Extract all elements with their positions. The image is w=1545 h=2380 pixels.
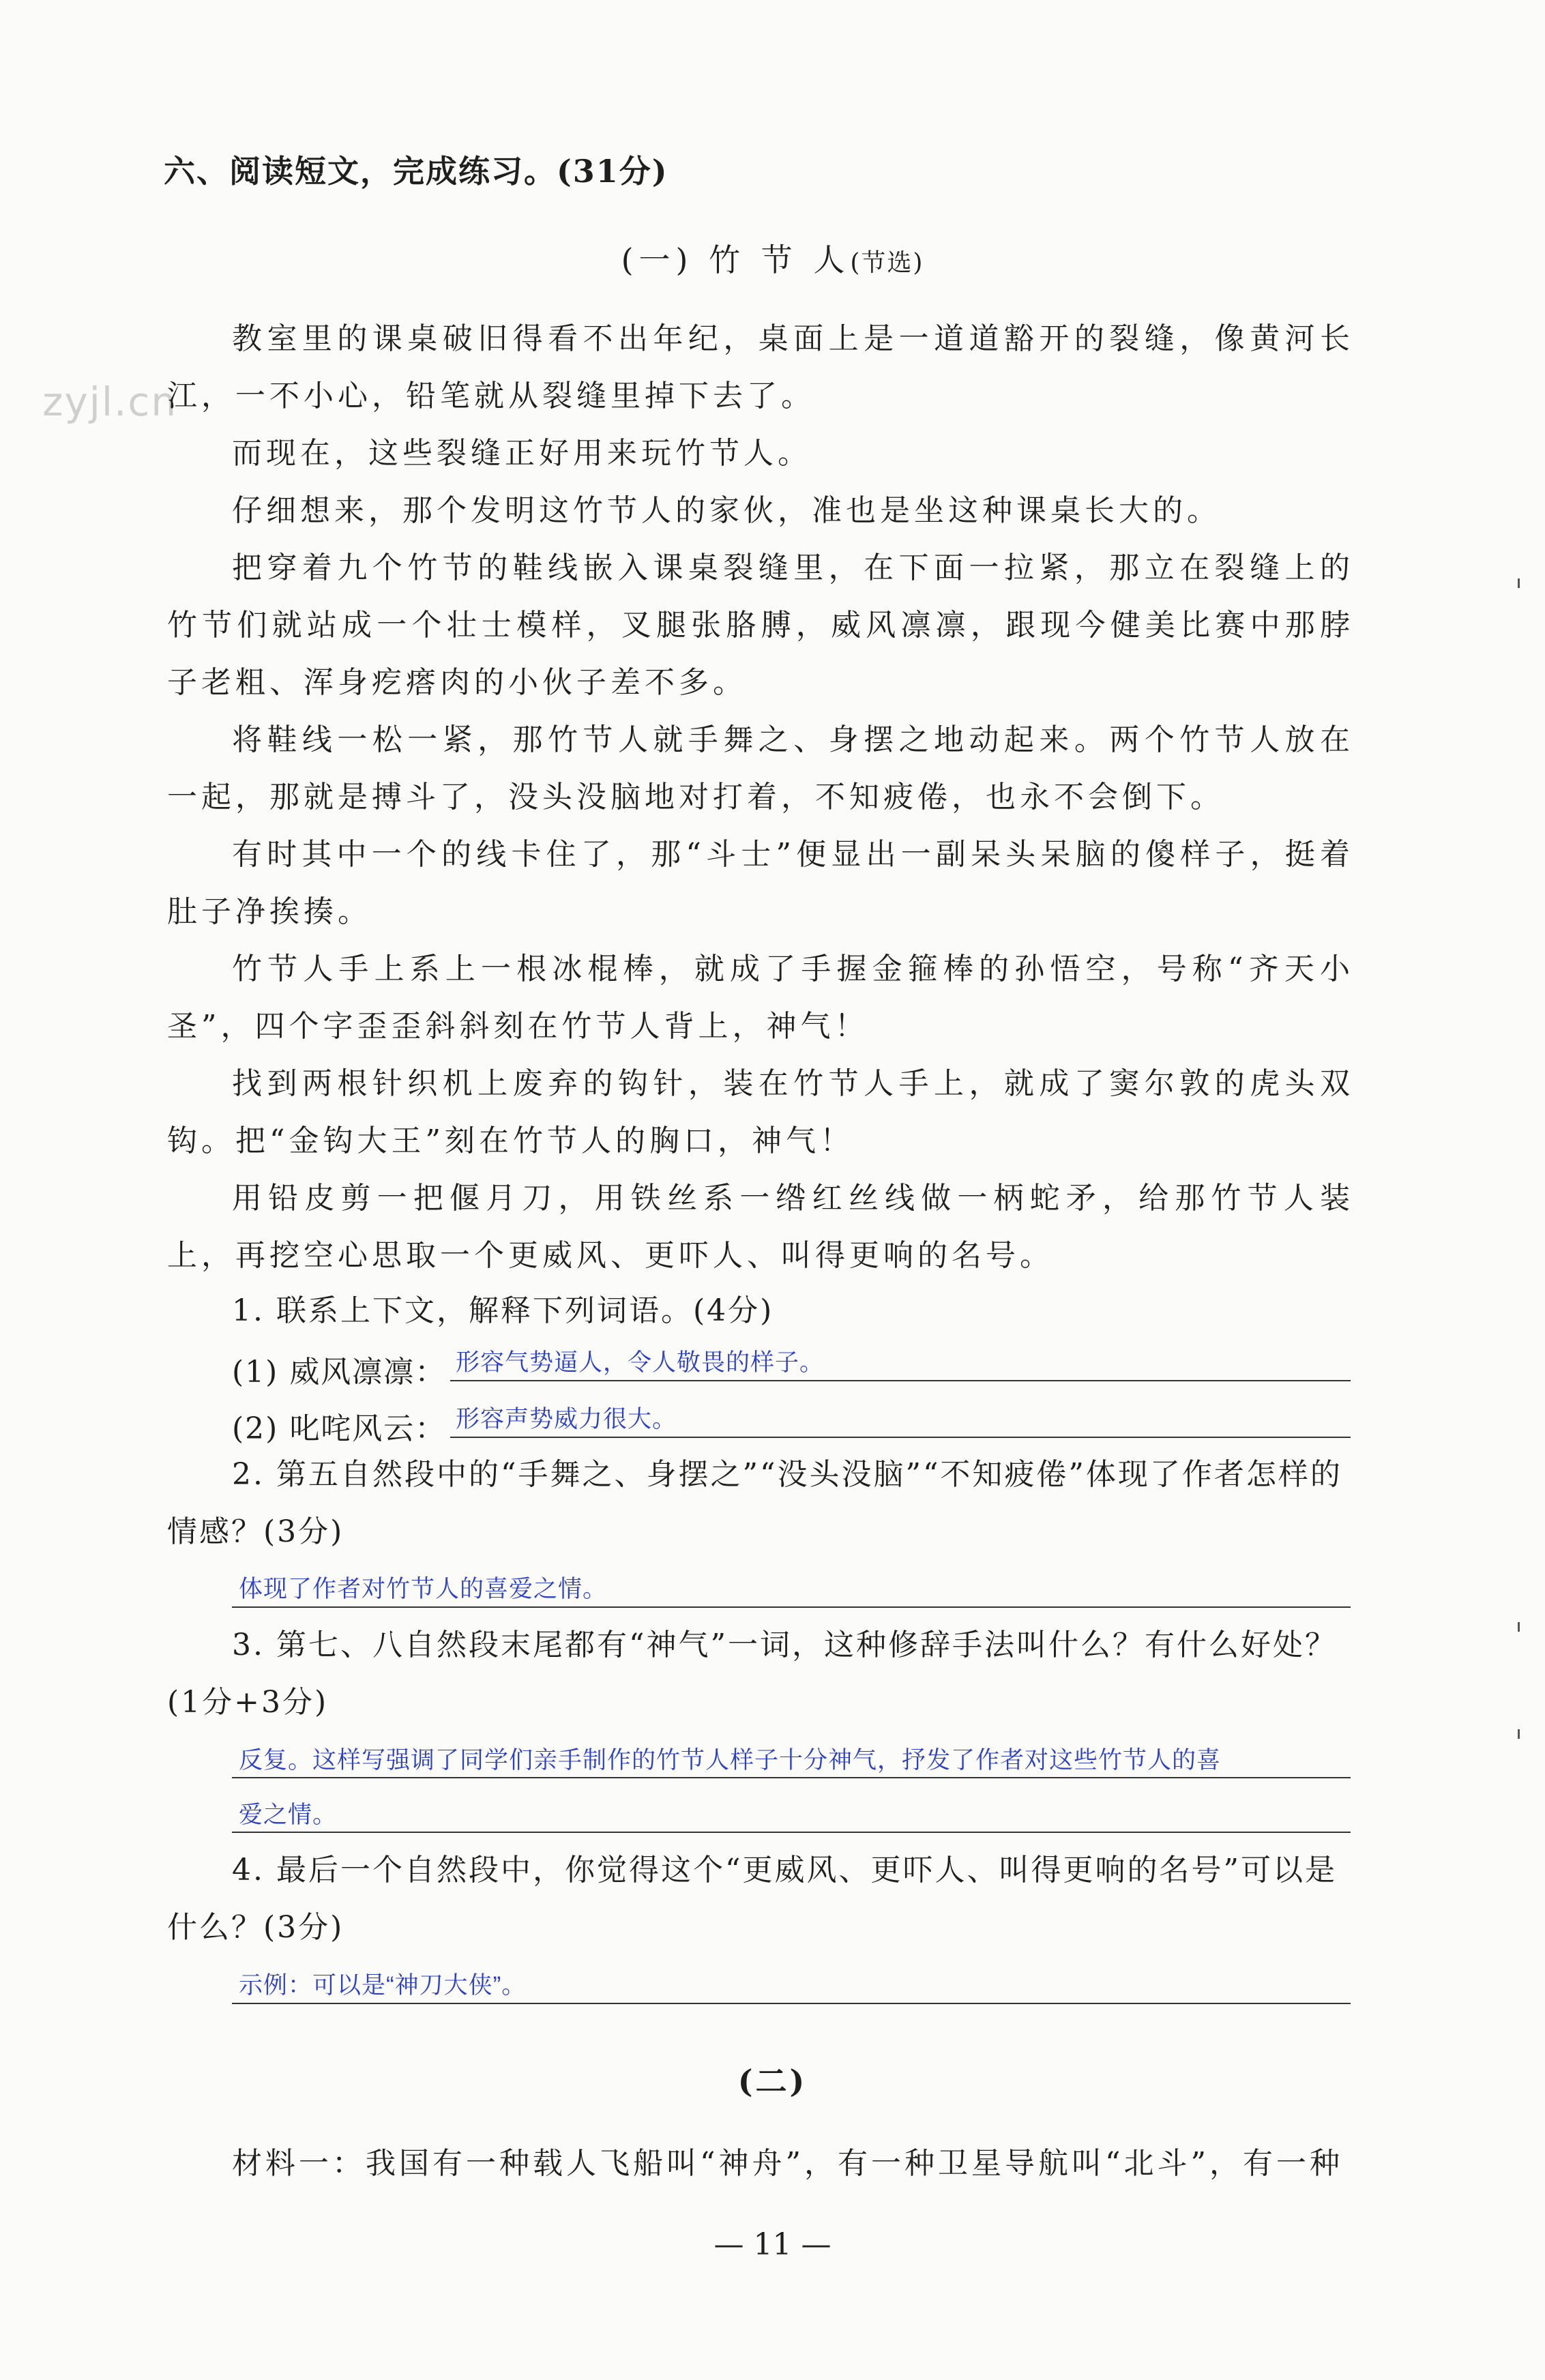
part-two-material-1: 材料一：我国有一种载人飞船叫“神舟”，有一种卫星导航叫“北斗”，有一种 [232, 2146, 1343, 2181]
section-title: 六、阅读短文，完成练习。(31分) [164, 153, 668, 190]
answer-line [450, 1380, 1351, 1381]
scan-mark [1518, 1729, 1520, 1739]
answer-line [232, 1777, 1351, 1778]
answer-line [232, 2003, 1351, 2004]
paragraph-6: 有时其中一个的线卡住了，那“斗士”便显出一副呆头呆脑的傻样子，挺着肚子净挨揍。 [167, 837, 1354, 929]
question-4: 4. 最后一个自然段中，你觉得这个“更威风、更吓人、叫得更响的名号”可以是什么？(3分) [167, 1853, 1337, 1945]
question-1-item-1-label: (1) 威风凛凛： [232, 1355, 447, 1390]
question-1: 1. 联系上下文，解释下列词语。(4分) [232, 1293, 774, 1328]
question-1-item-2-answer[interactable]: 形容声势威力很大。 [456, 1406, 677, 1433]
paragraph-4: 把穿着九个竹节的鞋线嵌入课桌裂缝里，在下面一拉紧，那立在裂缝上的竹节们就站成一个壮士模样，叉腿张胳膊，威风凛凛，跟现今健美比赛中那脖子老粗、浑身疙瘩肉的小伙子差不多。 [167, 550, 1354, 700]
question-2: 2. 第五自然段中的“手舞之、身摆之”“没头没脑”“不知疲倦”体现了作者怎样的情感？(3分) [167, 1457, 1342, 1549]
scan-mark [1518, 578, 1520, 588]
passage-title-note: (节选) [850, 249, 924, 277]
answer-line [450, 1437, 1351, 1438]
question-3-answer-line-1[interactable]: 反复。这样写强调了同学们亲手制作的竹节人样子十分神气，抒发了作者对这些竹节人的喜 [239, 1747, 1222, 1774]
passage-title [0, 235, 1545, 280]
paragraph-5: 将鞋线一松一紧，那竹节人就手舞之、身摆之地动起来。两个竹节人放在一起，那就是搏斗了，没头没脑地对打着，不知疲倦，也永不会倒下。 [167, 722, 1354, 814]
paragraph-1: 教室里的课桌破旧得看不出年纪，桌面上是一道道豁开的裂缝，像黄河长江，一不小心，铅笔就从裂缝里掉下去了。 [167, 321, 1354, 413]
answer-line [232, 1606, 1351, 1608]
question-1-item-2-label: (2) 叱咤风云： [232, 1411, 447, 1446]
answer-line [232, 1832, 1351, 1833]
part-two-title: (二) [737, 2063, 808, 2100]
question-4-answer[interactable]: 示例：可以是“神刀大侠”。 [239, 1972, 527, 1999]
watermark: zyjl.cn [42, 379, 178, 425]
page-number: — 11 — [713, 2227, 832, 2262]
paragraph-7: 竹节人手上系上一根冰棍棒，就成了手握金箍棒的孙悟空，号称“齐天小圣”，四个字歪歪斜斜刻在竹节人背上，神气！ [167, 952, 1354, 1044]
paragraph-2: 而现在，这些裂缝正好用来玩竹节人。 [232, 436, 812, 471]
passage-title-main: (一) 竹 节 人 [621, 241, 851, 278]
question-3-answer-line-2[interactable]: 爱之情。 [239, 1802, 338, 1828]
question-2-answer[interactable]: 体现了作者对竹节人的喜爱之情。 [239, 1576, 608, 1602]
paragraph-3: 仔细想来，那个发明这竹节人的家伙，准也是坐这种课桌长大的。 [232, 493, 1221, 528]
scan-mark [1518, 1622, 1520, 1632]
question-1-item-1-answer[interactable]: 形容气势逼人，令人敬畏的样子。 [456, 1349, 825, 1376]
paragraph-9: 用铅皮剪一把偃月刀，用铁丝系一绺红丝线做一柄蛇矛，给那竹节人装上，再挖空心思取一个更威风、更吓人、叫得更响的名号。 [167, 1181, 1354, 1273]
paragraph-8: 找到两根针织机上废弃的钩针，装在竹节人手上，就成了窦尔敦的虎头双钩。把“金钩大王”刻在竹节人的胸口，神气！ [167, 1066, 1354, 1158]
question-3: 3. 第七、八自然段末尾都有“神气”一词，这种修辞手法叫什么？有什么好处？(1分+3分) [167, 1628, 1337, 1720]
